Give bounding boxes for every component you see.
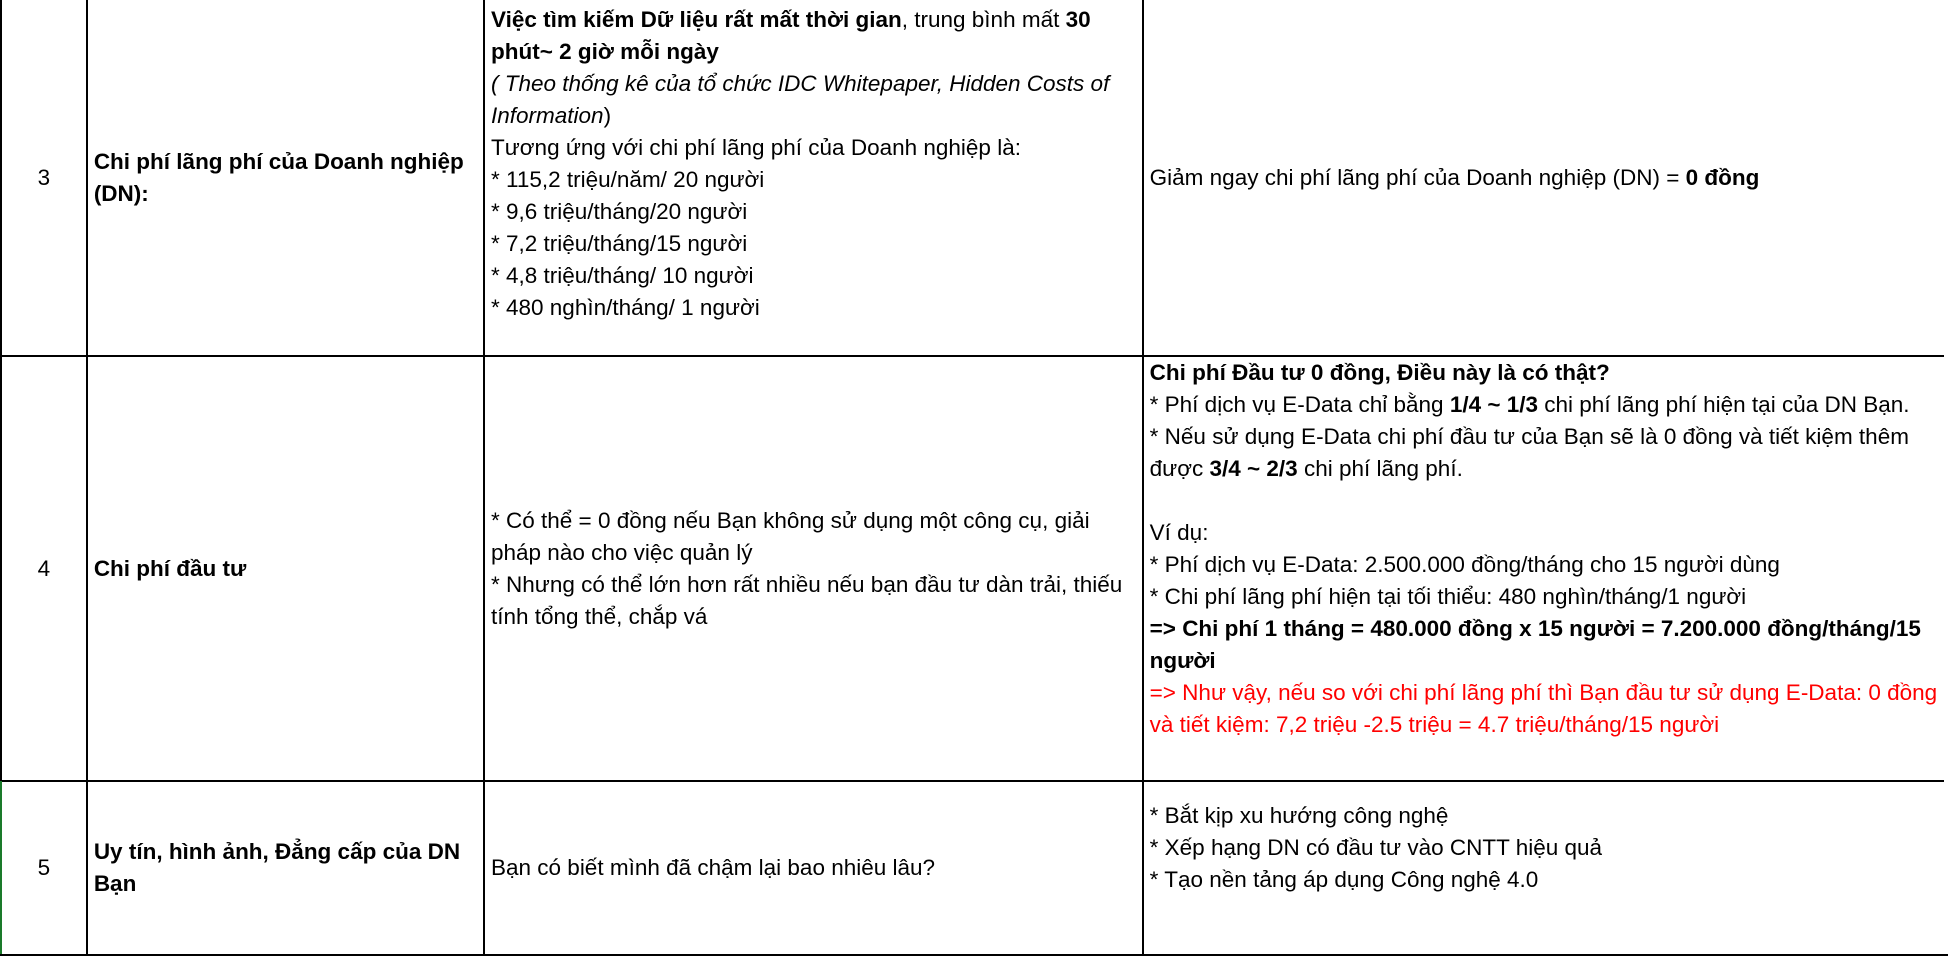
solution-point: * Nếu sử dụng E-Data chi phí đầu tư của Bạn sẽ là 0 đồng và tiết kiệm thêm được 3/4 ~ 2/3 chi phí lãng phí. <box>1149 424 1909 481</box>
table-row-5 <box>1 781 1947 955</box>
solution-cell[interactable] <box>1143 356 1947 781</box>
problem-intro: Tương ứng với chi phí lãng phí của Doanh nghiệp là: <box>491 135 1021 160</box>
row-number: 3 <box>37 164 51 190</box>
row-number-cell[interactable] <box>1 781 87 955</box>
problem-cell[interactable] <box>484 356 1143 781</box>
row-number: 5 <box>37 855 51 880</box>
conclusion-line: => Như vậy, nếu so với chi phí lãng phí thì Bạn đầu tư sử dụng E-Data: 0 đồng và tiết kiệm: 7,2 triệu -2.5 triệu = 4.7 triệu/tháng/15 người <box>1149 680 1938 737</box>
problem-text: Bạn có biết mình đã chậm lại bao nhiêu lâu? <box>491 855 936 880</box>
row-number-cell[interactable] <box>1 0 87 356</box>
row-selection-edge <box>0 781 2 954</box>
problem-item: * 9,6 triệu/tháng/20 người <box>491 199 748 224</box>
example-label: Ví dụ: <box>1149 520 1209 545</box>
problem-cell[interactable] <box>484 781 1143 955</box>
solution-highlight: 0 đồng <box>1685 164 1760 190</box>
category-cell[interactable] <box>87 0 484 356</box>
category-label: Uy tín, hình ảnh, Đẳng cấp của DN Bạn <box>93 839 461 896</box>
problem-item: * 7,2 triệu/tháng/15 người <box>491 231 748 256</box>
solution-point: * Phí dịch vụ E-Data chỉ bằng 1/4 ~ 1/3 chi phí lãng phí hiện tại của DN Bạn. <box>1149 392 1910 417</box>
right-margin <box>1944 0 1948 954</box>
problem-item: * 480 nghìn/tháng/ 1 người <box>491 295 760 320</box>
calculation-line: => Chi phí 1 tháng = 480.000 đồng x 15 người = 7.200.000 đồng/tháng/15 người <box>1149 616 1921 673</box>
solution-item: * Bắt kịp xu hướng công nghệ <box>1149 803 1449 828</box>
table-row-3 <box>1 0 1947 356</box>
problem-source: ( Theo thống kê của tổ chức IDC Whitepaper, Hidden Costs of Information) <box>491 71 1110 128</box>
table-row-4 <box>1 356 1947 781</box>
solution-cell[interactable] <box>1143 0 1947 356</box>
category-label: Chi phí lãng phí của Doanh nghiệp (DN): <box>93 148 464 206</box>
solution-item: * Xếp hạng DN có đầu tư vào CNTT hiệu quả <box>1149 835 1603 860</box>
problem-line: * Có thể = 0 đồng nếu Bạn không sử dụng một công cụ, giải pháp nào cho việc quản lý <box>491 507 1090 565</box>
example-line: * Chi phí lãng phí hiện tại tối thiểu: 480 nghìn/tháng/1 người <box>1149 584 1747 609</box>
problem-item: * 115,2 triệu/năm/ 20 người <box>491 167 765 192</box>
row-number: 4 <box>37 555 51 581</box>
row-number-cell[interactable] <box>1 356 87 781</box>
spacer <box>1150 485 1940 517</box>
category-label: Chi phí đầu tư <box>93 555 247 581</box>
category-cell[interactable] <box>87 356 484 781</box>
problem-line: * Nhưng có thể lớn hơn rất nhiều nếu bạn đầu tư dàn trải, thiếu tính tổng thể, chắp vá <box>491 571 1123 629</box>
solution-cell[interactable] <box>1143 781 1947 955</box>
solution-text: Giảm ngay chi phí lãng phí của Doanh nghiệp (DN) = <box>1149 164 1686 190</box>
example-line: * Phí dịch vụ E-Data: 2.500.000 đồng/tháng cho 15 người dùng <box>1149 552 1780 577</box>
category-cell[interactable] <box>87 781 484 955</box>
problem-title: Việc tìm kiếm Dữ liệu rất mất thời gian, trung bình mất 30 phút~ 2 giờ mỗi ngày <box>491 7 1091 64</box>
problem-cell[interactable] <box>484 0 1143 356</box>
solution-heading: Chi phí Đầu tư 0 đồng, Điều này là có thật? <box>1149 360 1610 385</box>
solution-item: * Tạo nền tảng áp dụng Công nghệ 4.0 <box>1149 867 1539 892</box>
problem-item: * 4,8 triệu/tháng/ 10 người <box>491 263 754 288</box>
